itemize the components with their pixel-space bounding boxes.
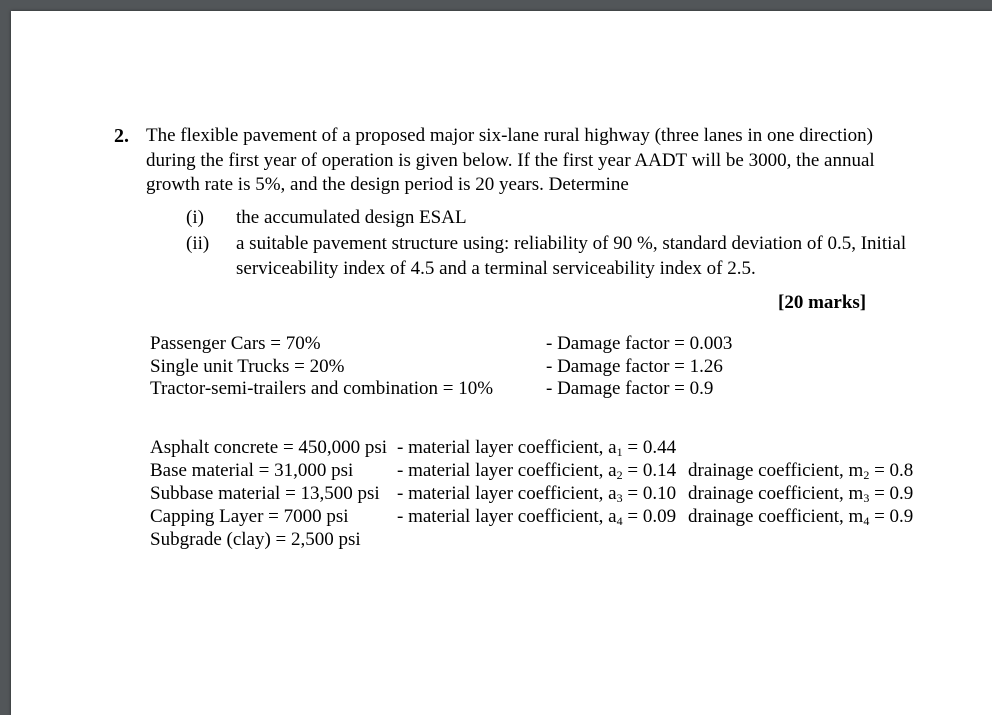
layer-material-4: Capping Layer = 7000 psi xyxy=(150,506,349,527)
question-paragraph: The flexible pavement of a proposed major six-lane rural highway (three lanes in one direction) during the first year of operation is given below. If the first year AADT will be 3000, the annual growth rate is 5%, and the design period is 20 years. Determine xyxy=(146,125,875,195)
item-marker-i: (i) xyxy=(186,207,204,228)
vehicle-factor-1: - Damage factor = 0.003 xyxy=(546,333,733,354)
item-text-ii: a suitable pavement structure using: reliability of 90 %, standard deviation of 0.5, Initial serviceability index of 4.5 and a terminal serviceability index of 2.5. xyxy=(236,233,907,279)
vehicle-factor-2: - Damage factor = 1.26 xyxy=(546,356,723,377)
vehicle-label-1: Passenger Cars = 70% xyxy=(150,333,321,354)
question-number: 2. xyxy=(114,125,129,147)
layer-drainage-2: drainage coefficient, $m_2 = 0.8$ xyxy=(688,460,914,482)
layer-coefficient-1: - material layer coefficient, $a_1 = 0.44$ xyxy=(397,437,677,459)
layer-drainage-4: drainage coefficient, $m_4 = 0.9$ xyxy=(688,506,914,528)
layer-coefficient-3: - material layer coefficient, $a_3 = 0.10$ xyxy=(397,483,677,505)
vehicle-label-3: Tractor-semi-trailers and combination = 10% xyxy=(150,378,494,399)
vehicle-label-2: Single unit Trucks = 20% xyxy=(150,356,345,377)
marks-label: [20 marks] xyxy=(778,292,867,313)
layer-material-2: Base material = 31,000 psi xyxy=(150,460,354,481)
item-text-i: the accumulated design ESAL xyxy=(236,207,467,228)
layer-drainage-3: drainage coefficient, $m_3 = 0.9$ xyxy=(688,483,914,505)
layer-material-1: Asphalt concrete = 450,000 psi xyxy=(150,437,388,458)
layer-coefficient-2: - material layer coefficient, $a_2 = 0.14$ xyxy=(397,460,677,482)
layer-coefficient-4: - material layer coefficient, $a_4 = 0.09$ xyxy=(397,506,677,528)
vehicle-factor-3: - Damage factor = 0.9 xyxy=(546,378,714,399)
layer-material-5: Subgrade (clay) = 2,500 psi xyxy=(150,529,361,550)
layer-material-3: Subbase material = 13,500 psi xyxy=(150,483,380,504)
item-marker-ii: (ii) xyxy=(186,233,210,254)
